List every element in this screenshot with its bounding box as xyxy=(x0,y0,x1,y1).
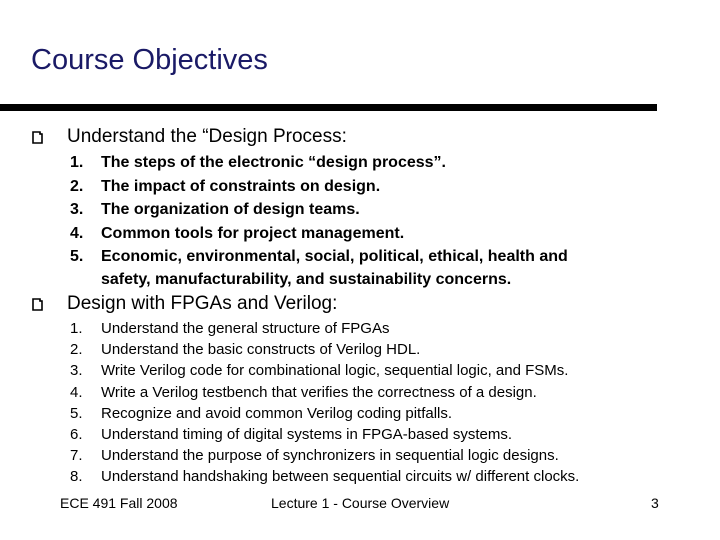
item-number: 7. xyxy=(70,447,83,465)
bullet-heading: Design with FPGAs and Verilog: xyxy=(67,293,338,314)
fpga-verilog-list xyxy=(70,318,700,488)
item-text: The organization of design teams. xyxy=(101,201,360,219)
list-item xyxy=(70,198,690,222)
item-text xyxy=(101,245,568,291)
list-item xyxy=(70,424,700,445)
footer-course: ECE 491 Fall 2008 xyxy=(60,495,178,511)
item-text: Understand the basic constructs of Verilog HDL. xyxy=(101,341,421,359)
rectangle-bullet-icon xyxy=(31,298,44,311)
item-text: Understand handshaking between sequential circuits w/ different clocks. xyxy=(101,468,580,486)
footer-lecture: Lecture 1 - Course Overview xyxy=(271,495,450,511)
list-item xyxy=(70,222,690,246)
item-number: 3. xyxy=(70,362,83,380)
list-item xyxy=(70,360,700,381)
item-text: Understand the general structure of FPGAs xyxy=(101,320,390,337)
item-text-line-2: safety, manufacturability, and sustainability concerns. xyxy=(101,271,512,289)
item-number: 2. xyxy=(70,341,83,359)
item-text: The steps of the electronic “design process”. xyxy=(101,154,446,171)
item-number: 1. xyxy=(70,320,83,337)
item-number: 6. xyxy=(70,425,83,443)
list-item xyxy=(70,318,700,339)
design-process-list xyxy=(70,151,690,291)
item-number: 5. xyxy=(70,404,83,422)
list-item xyxy=(70,339,700,360)
item-number: 3. xyxy=(70,201,84,219)
item-number: 8. xyxy=(70,468,83,486)
item-text: Recognize and avoid common Verilog coding pitfalls. xyxy=(101,404,453,422)
slide-number: 3 xyxy=(651,495,659,511)
item-text: The impact of constraints on design. xyxy=(101,177,381,195)
item-number: 5. xyxy=(70,248,84,266)
slide-title: Course Objectives xyxy=(31,44,268,76)
rectangle-bullet-icon xyxy=(31,131,44,144)
item-text: Common tools for project management. xyxy=(101,224,405,242)
item-number: 4. xyxy=(70,383,83,401)
item-text: Write Verilog code for combinational logic, sequential logic, and FSMs. xyxy=(101,362,569,380)
list-item xyxy=(70,445,700,466)
item-number: 2. xyxy=(70,177,84,195)
title-rule xyxy=(0,104,657,111)
list-item xyxy=(70,382,700,403)
list-item xyxy=(70,175,690,199)
list-item xyxy=(70,403,700,424)
item-text: Understand the purpose of synchronizers in sequential logic designs. xyxy=(101,447,559,465)
list-item xyxy=(70,466,700,487)
bullet-heading: Understand the “Design Process: xyxy=(67,126,347,147)
list-item xyxy=(70,245,690,291)
item-text: Understand timing of digital systems in FPGA-based systems. xyxy=(101,425,512,443)
item-number: 1. xyxy=(70,154,84,171)
list-item xyxy=(70,151,690,175)
item-text: Write a Verilog testbench that verifies the correctness of a design. xyxy=(101,383,537,401)
item-text-line-1: Economic, environmental, social, political, ethical, health and xyxy=(101,248,568,266)
item-number: 4. xyxy=(70,224,84,242)
